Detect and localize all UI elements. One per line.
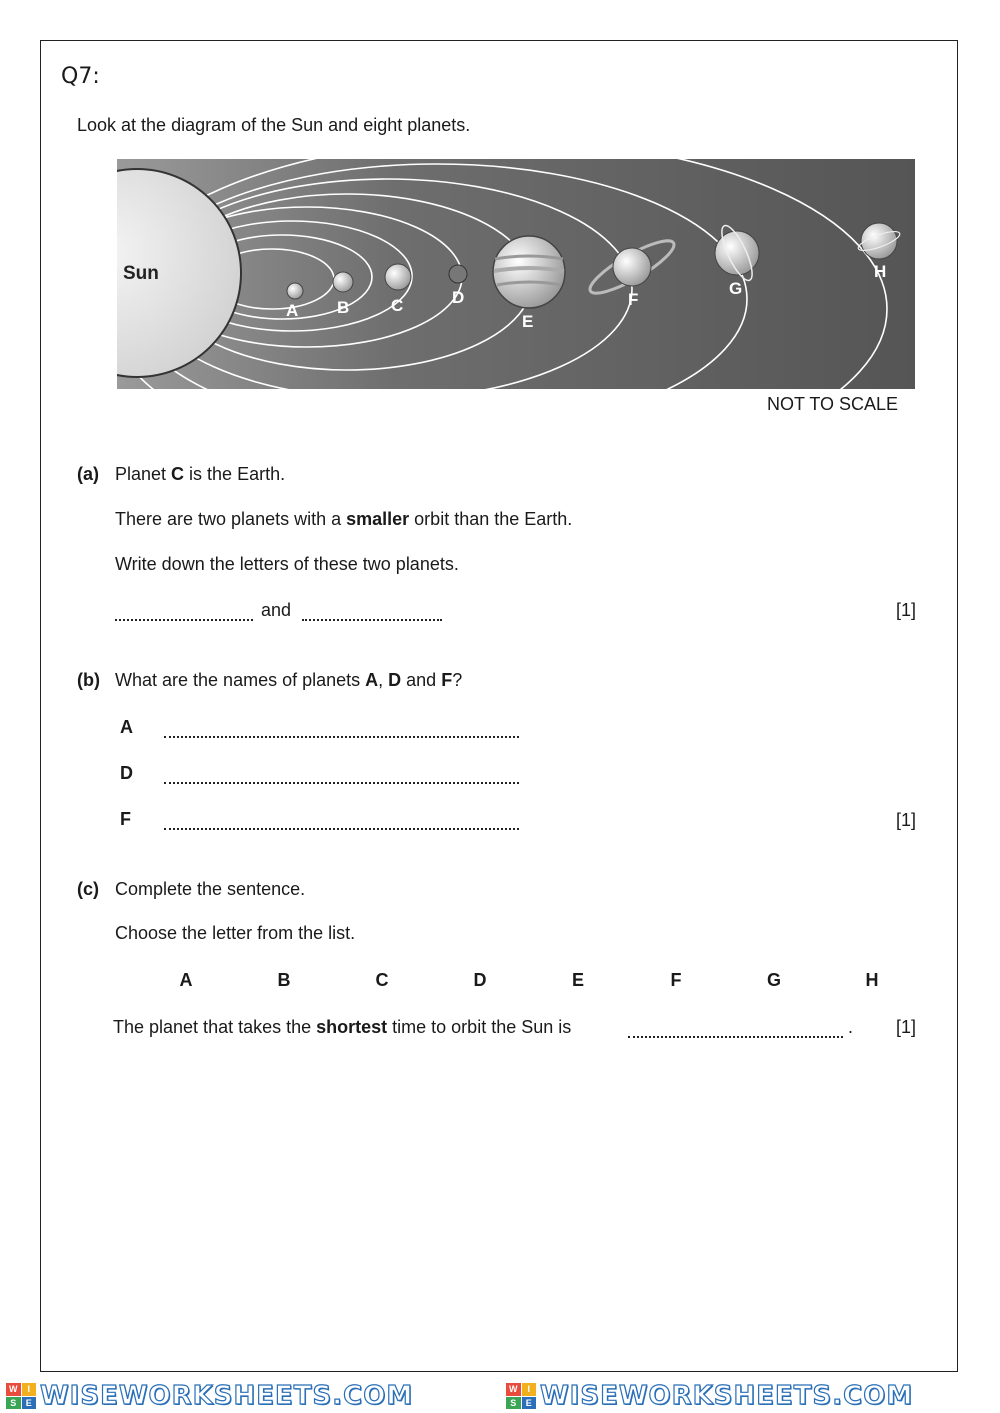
option-a: A	[179, 970, 193, 990]
label-e: E	[522, 312, 534, 331]
option-g: G	[766, 970, 781, 990]
part-b-question: What are the names of planets A, D and F?	[115, 670, 463, 690]
answer-a1-field[interactable]	[115, 619, 253, 621]
label-a: A	[286, 301, 299, 320]
answer-label-f: F	[120, 809, 131, 829]
part-a-line2: There are two planets with a smaller orbit than the Earth.	[115, 509, 573, 529]
part-c-line1: Complete the sentence.	[115, 879, 306, 899]
solar-system-diagram	[117, 159, 915, 389]
brand-text-2: WISEWORKSHEETS.COM	[540, 1381, 914, 1411]
planet-a	[287, 283, 303, 299]
brand-logo-2: W I S E	[506, 1383, 536, 1409]
question-intro: Look at the diagram of the Sun and eight planets.	[77, 115, 471, 135]
planet-e	[493, 236, 565, 308]
label-g: G	[729, 279, 743, 298]
planet-d	[449, 265, 467, 283]
option-e: E	[571, 970, 584, 990]
part-a-line1: Planet C is the Earth.	[115, 464, 286, 484]
mark-b: [1]	[896, 810, 917, 830]
and-word: and	[261, 600, 292, 620]
answer-planet-d-field[interactable]	[164, 782, 519, 784]
label-b: B	[337, 298, 350, 317]
brand-logo: W I S E	[6, 1383, 36, 1409]
part-c-label: (c)	[77, 879, 99, 899]
label-c: C	[391, 296, 404, 315]
label-d: D	[452, 288, 465, 307]
question-number: Q7:	[61, 64, 100, 89]
sentence-end: .	[848, 1017, 854, 1037]
not-to-scale-note: NOT TO SCALE	[767, 394, 899, 414]
brand-text: WISEWORKSHEETS.COM	[40, 1381, 414, 1411]
answer-a2-field[interactable]	[302, 619, 442, 621]
mark-a: [1]	[896, 600, 917, 620]
mark-c: [1]	[896, 1017, 917, 1037]
part-c-sentence: The planet that takes the shortest time to orbit the Sun is	[113, 1017, 572, 1037]
part-b-label: (b)	[77, 670, 100, 690]
answer-label-d: D	[120, 763, 133, 783]
planet-c	[385, 264, 411, 290]
answer-c-field[interactable]	[628, 1036, 843, 1038]
part-a-line3: Write down the letters of these two planets.	[115, 554, 459, 574]
answer-planet-a-field[interactable]	[164, 736, 519, 738]
footer-branding	[0, 1378, 1000, 1413]
option-c: C	[375, 970, 389, 990]
part-c-line2: Choose the letter from the list.	[115, 923, 356, 943]
option-f: F	[670, 970, 682, 990]
planet-b	[333, 272, 353, 292]
option-d: D	[473, 970, 487, 990]
option-b: B	[277, 970, 291, 990]
sun-label: Sun	[123, 263, 159, 284]
label-h: H	[874, 262, 887, 281]
part-a-label: (a)	[77, 464, 99, 484]
label-f: F	[628, 290, 639, 309]
answer-label-a: A	[120, 717, 133, 737]
option-h: H	[865, 970, 879, 990]
answer-planet-f-field[interactable]	[164, 828, 519, 830]
